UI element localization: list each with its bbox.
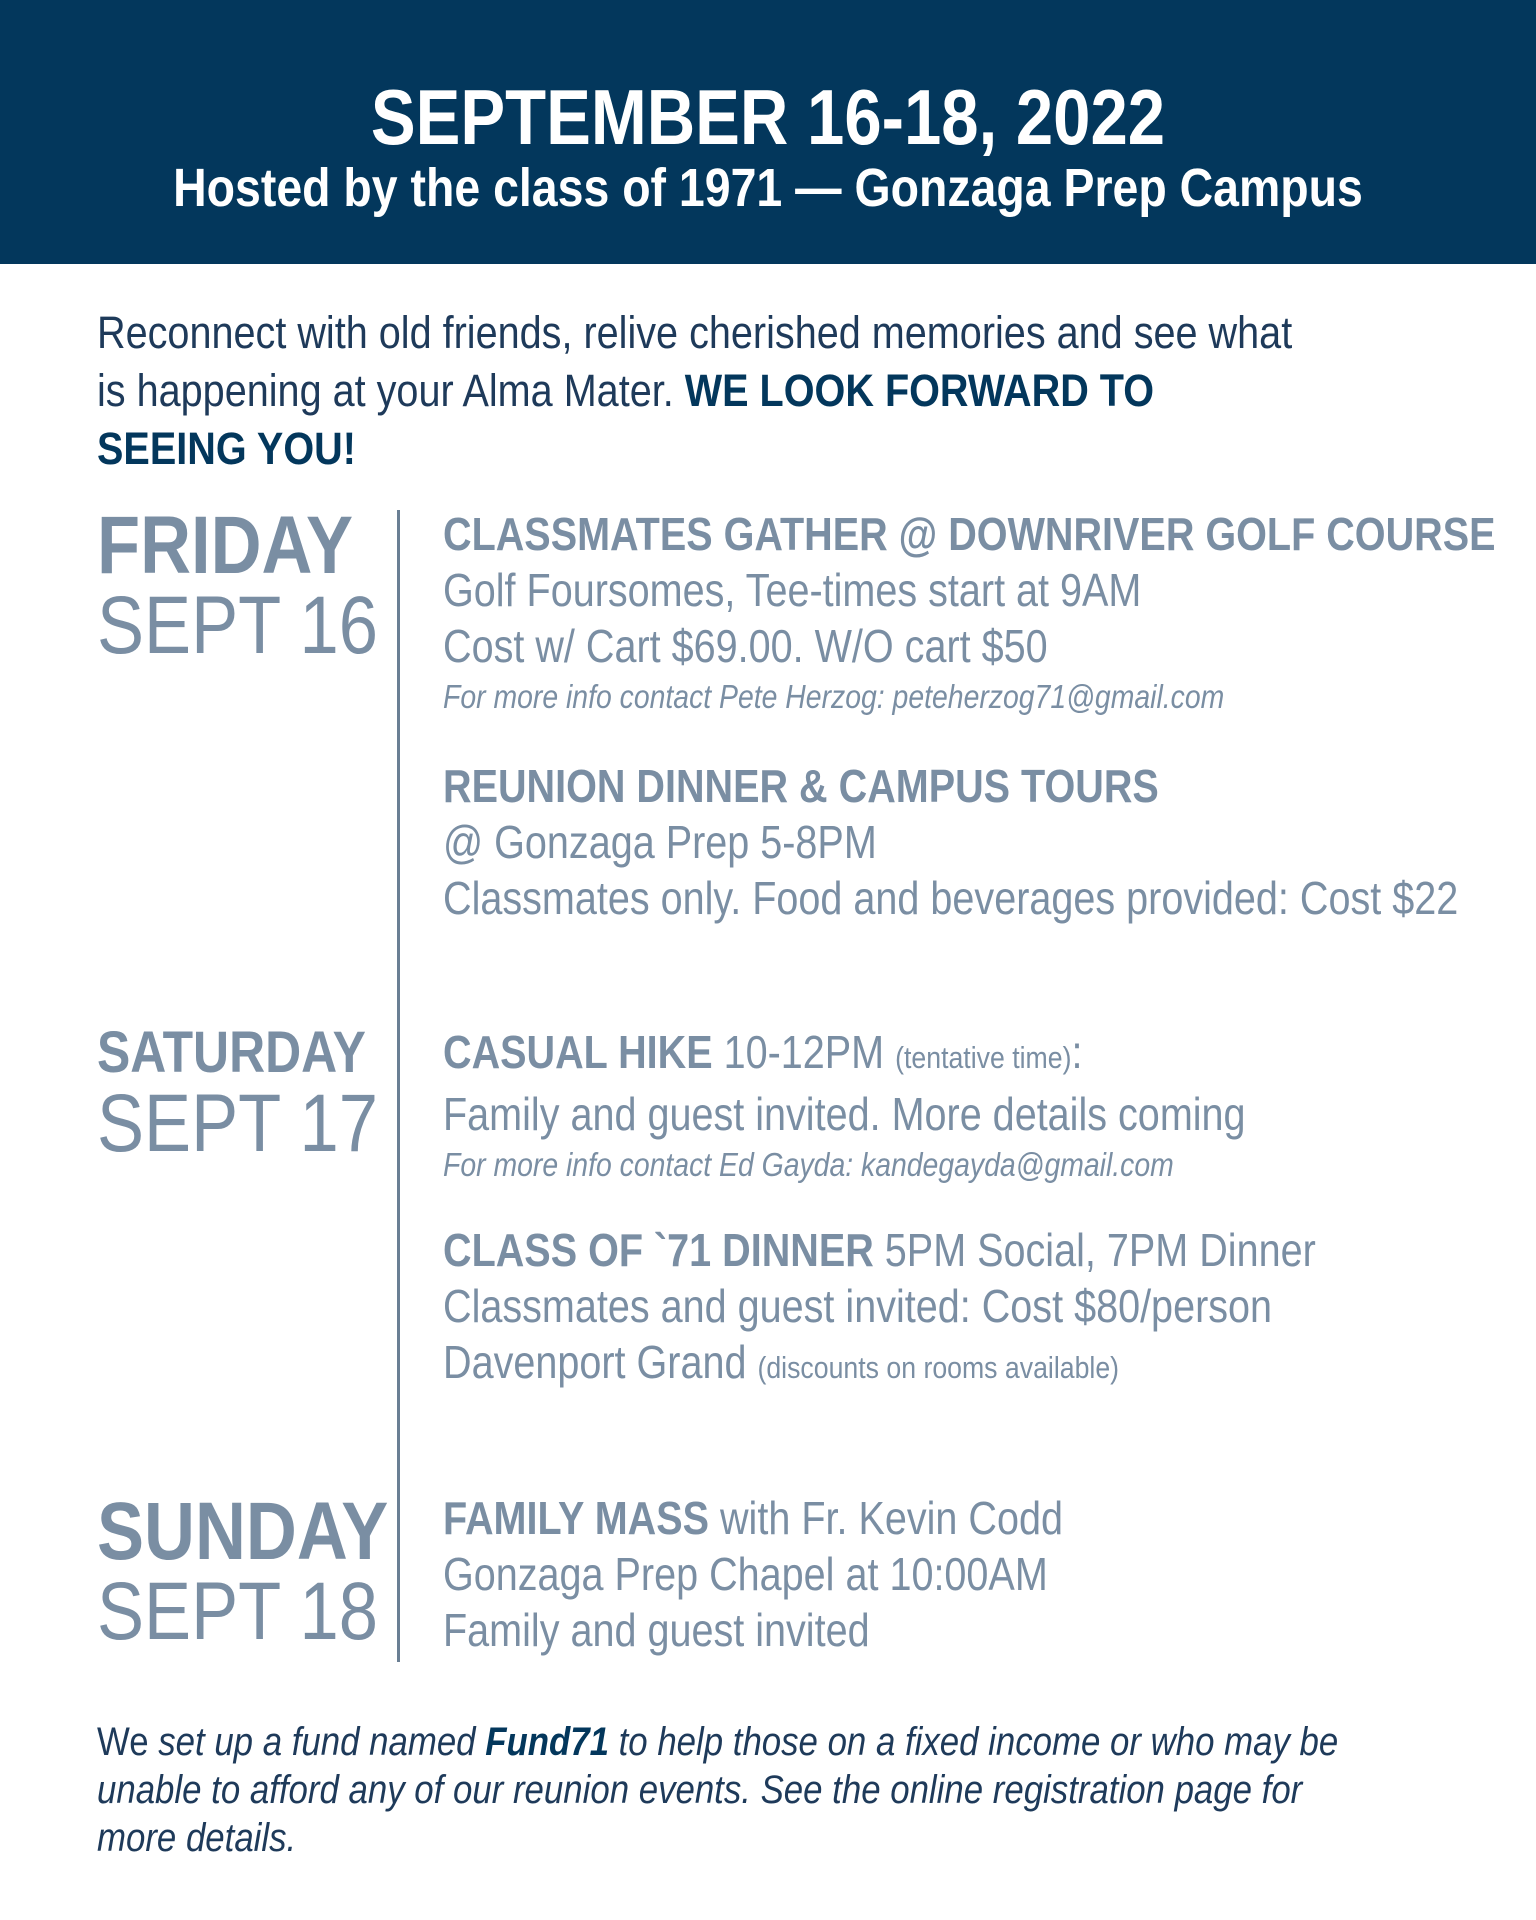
event-title-row — [443, 1024, 1475, 1086]
day-name: FRIDAY — [97, 500, 354, 591]
event-line: Gonzaga Prep Chapel at 10:00AM — [443, 1548, 1048, 1600]
day-name: SATURDAY — [97, 1020, 366, 1085]
event-line: @ Gonzaga Prep 5-8PM — [443, 816, 877, 868]
event-title: CLASSMATES GATHER @ DOWNRIVER GOLF COURSE — [443, 508, 1496, 560]
event-title: REUNION DINNER & CAMPUS TOURS — [443, 760, 1159, 812]
event-title: FAMILY MASS — [443, 1492, 709, 1544]
event-title: CLASS OF `71 DINNER — [443, 1224, 874, 1276]
day-sunday — [97, 1486, 436, 1657]
event-line: Family and guest invited. More details coming — [443, 1088, 1246, 1140]
host-subtitle: Hosted by the class of 1971 — Gonzaga Prep Campus — [173, 158, 1363, 218]
day-date: SEPT 16 — [97, 580, 378, 671]
fund-prefix: We — [97, 1720, 159, 1764]
event-note: (discounts on rooms available) — [757, 1350, 1120, 1385]
day-date: SEPT 17 — [97, 1078, 378, 1169]
day-name: SUNDAY — [97, 1486, 389, 1577]
event-family-mass — [443, 1490, 1536, 1658]
event-detail: with Fr. Kevin Codd — [708, 1492, 1063, 1544]
event-venue: Davenport Grand — [443, 1336, 758, 1388]
intro-emphasis: WE LOOK FORWARD TO SEEING YOU! — [97, 365, 1155, 474]
event-title-row — [443, 1222, 1475, 1278]
fund-name: Fund71 — [485, 1720, 609, 1764]
event-line: Golf Foursomes, Tee-times start at 9AM — [443, 564, 1142, 616]
event-line: Classmates only. Food and beverages provided: Cost $22 — [443, 872, 1459, 924]
day-date: SEPT 18 — [97, 1566, 378, 1657]
fund-rest: to help those on a fixed income or who may be unable to afford any of our reunion events. See the online registration page for more details. — [97, 1720, 1339, 1860]
event-time: 5PM Social, 7PM Dinner — [873, 1224, 1316, 1276]
header-banner — [0, 0, 1536, 264]
event-contact: For more info contact Pete Herzog: peteherzog71@gmail.com — [443, 678, 1225, 715]
intro-text: Reconnect with old friends, relive cherished memories and see what is happening at your Alma Mater. — [97, 307, 1293, 416]
event-class-dinner — [443, 1222, 1536, 1396]
event-time: 10-12PM — [712, 1026, 896, 1078]
event-line: Classmates and guest invited: Cost $80/person — [443, 1280, 1273, 1332]
event-dates-title: SEPTEMBER 16-18, 2022 — [370, 73, 1166, 161]
event-title: CASUAL HIKE — [443, 1026, 713, 1078]
event-reunion-dinner — [443, 758, 1536, 926]
day-saturday — [97, 1020, 424, 1169]
event-golf — [443, 506, 1536, 720]
day-friday — [97, 500, 424, 671]
event-contact: For more info contact Ed Gayda: kandegayda@gmail.com — [443, 1146, 1174, 1183]
intro-paragraph — [97, 304, 1311, 478]
event-note: (tentative time) — [895, 1040, 1072, 1075]
event-line-last — [443, 1334, 1475, 1396]
event-title-row — [443, 1490, 1475, 1546]
fund-lead: set up a fund named — [158, 1720, 486, 1764]
event-casual-hike — [443, 1024, 1536, 1188]
event-line: Cost w/ Cart $69.00. W/O cart $50 — [443, 620, 1048, 672]
fund-note — [97, 1718, 1367, 1862]
event-punct: : — [1071, 1026, 1083, 1078]
event-line: Family and guest invited — [443, 1604, 870, 1656]
